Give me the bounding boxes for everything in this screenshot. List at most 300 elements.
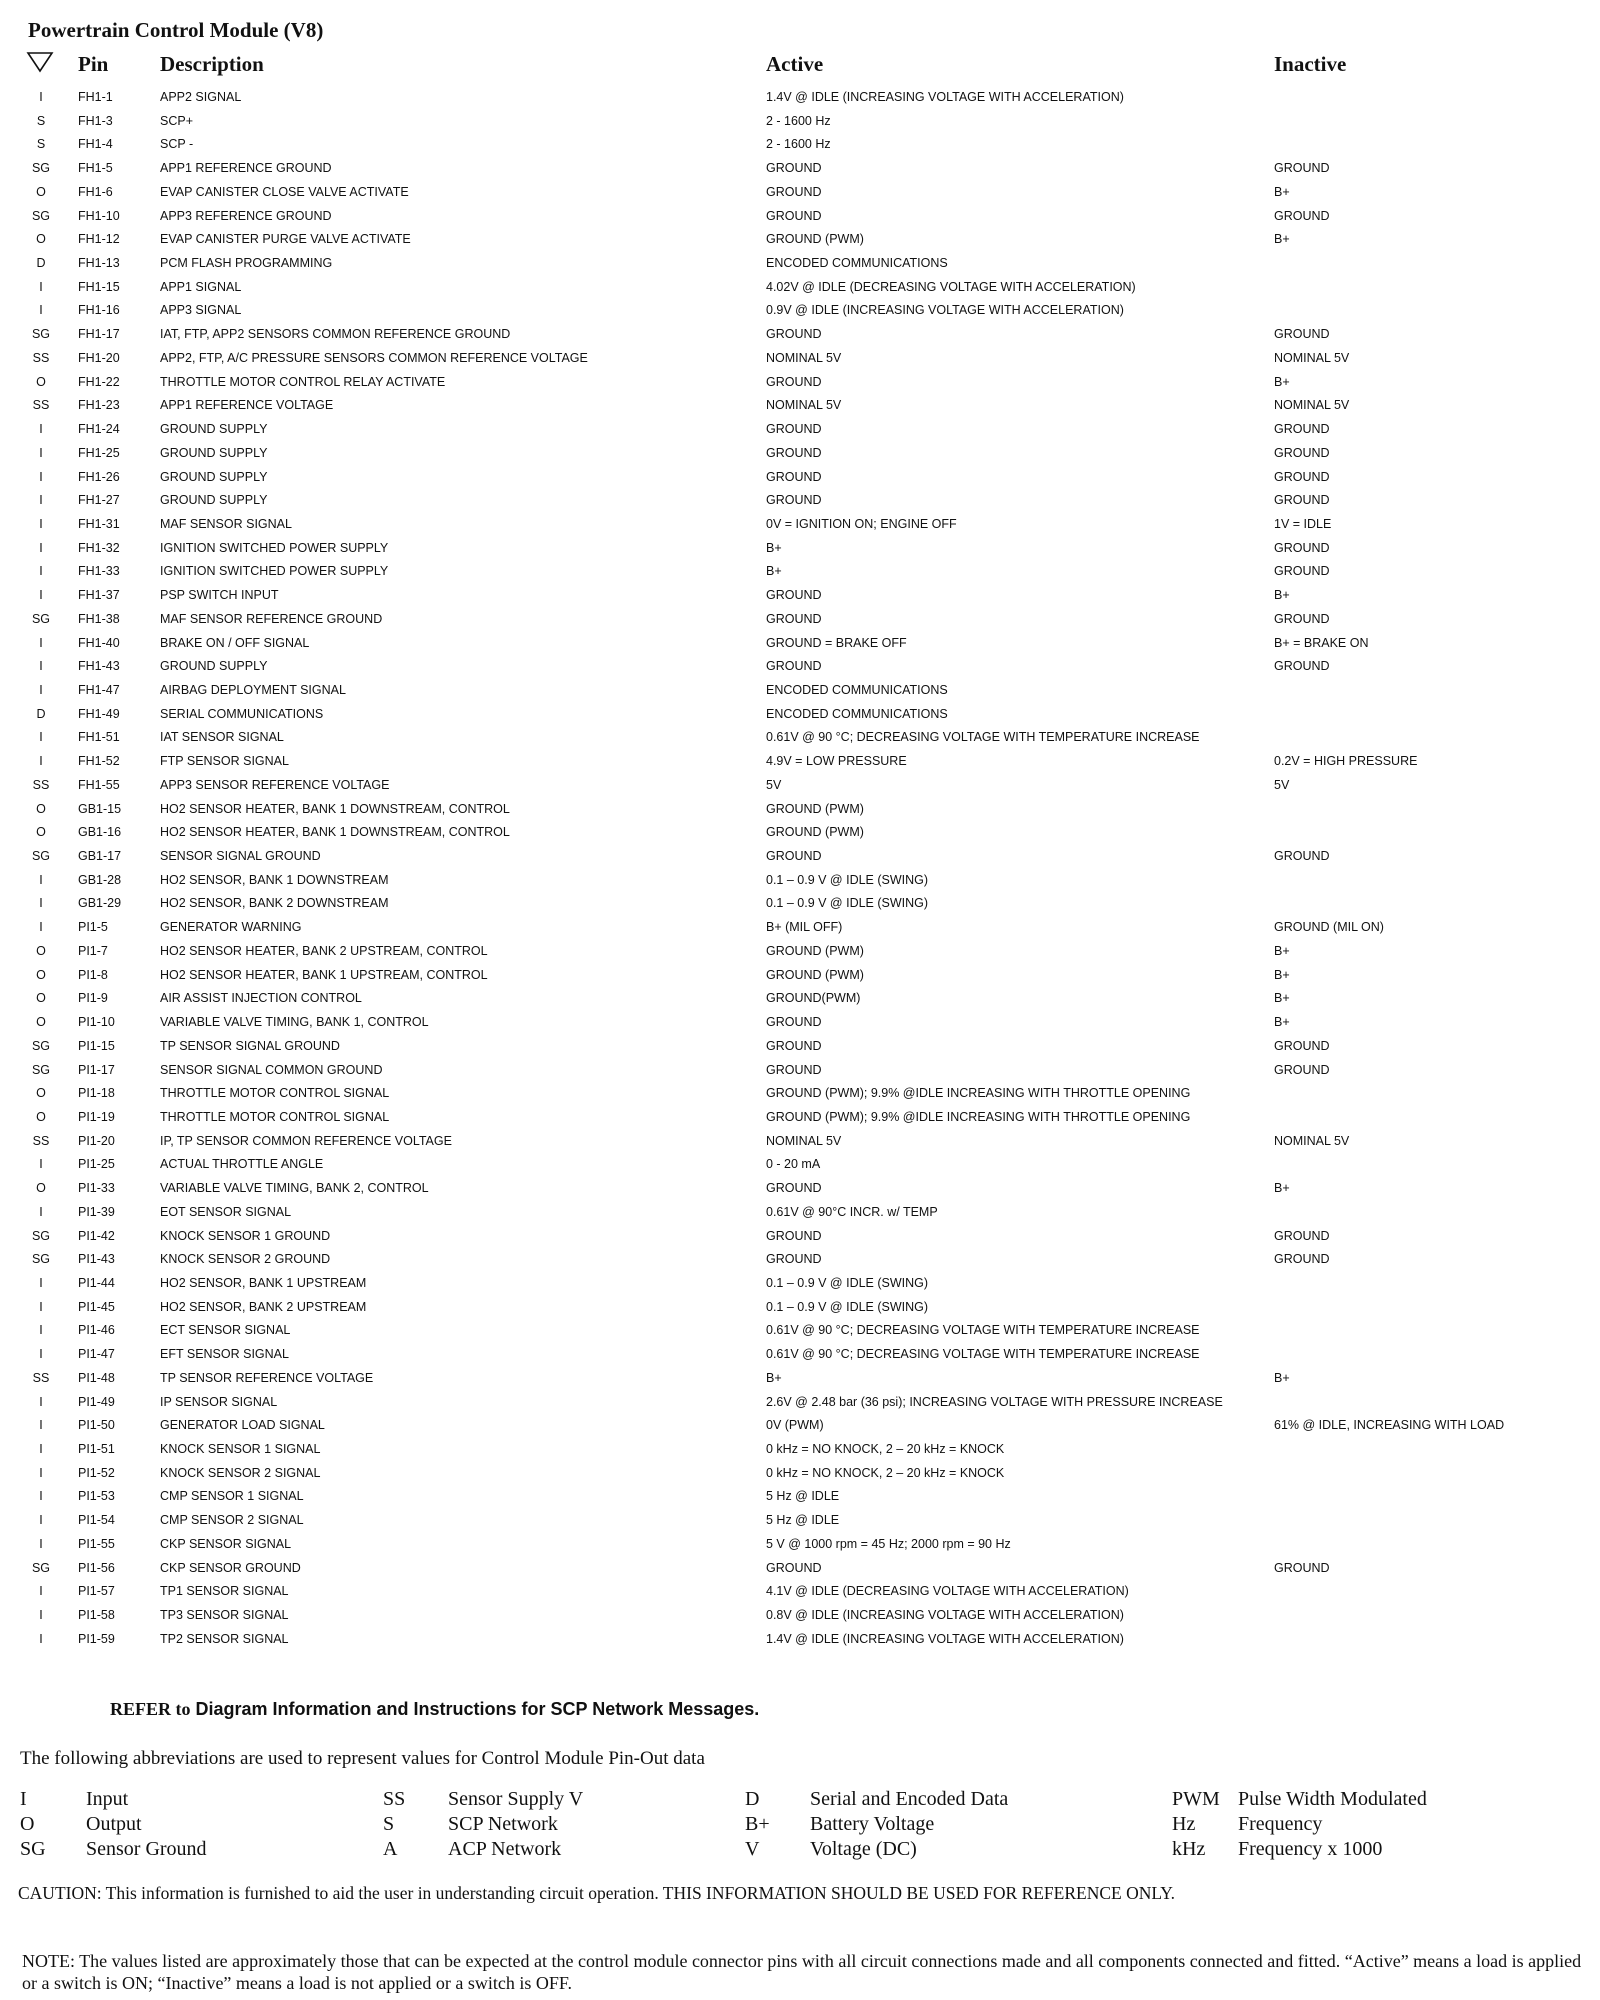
active-value: 0.8V @ IDLE (INCREASING VOLTAGE WITH ACCELERATION) — [766, 1608, 1124, 1623]
pin-type: I — [39, 1276, 43, 1290]
pin-type: SS — [32, 1370, 50, 1385]
active-value: 4.02V @ IDLE (DECREASING VOLTAGE WITH ACCELERATION) — [766, 279, 1136, 294]
pin-description: GROUND SUPPLY — [160, 422, 268, 437]
abbreviation-meaning: Frequency x 1000 — [1238, 1838, 1383, 1860]
pin-type: I — [39, 1418, 43, 1433]
active-value: ENCODED COMMUNICATIONS — [766, 256, 948, 271]
active-value: GROUND — [766, 184, 822, 199]
pin-description: TP3 SENSOR SIGNAL — [160, 1608, 289, 1623]
pin-type: SS — [32, 350, 50, 365]
table-row — [0, 1318, 1600, 1342]
pin-type: O — [36, 967, 46, 982]
active-value: GROUND — [766, 849, 822, 864]
pin-number: PI1-45 — [78, 1299, 115, 1314]
pin-description: TP1 SENSOR SIGNAL — [160, 1584, 289, 1599]
pin-description: GROUND SUPPLY — [160, 493, 268, 508]
inactive-value: 1V = IDLE — [1274, 516, 1332, 531]
active-value: GROUND (PWM); 9.9% @IDLE INCREASING WITH THROTTLE OPENING — [766, 1109, 1191, 1124]
table-row — [0, 370, 1600, 394]
pin-number: FH1-6 — [78, 184, 113, 199]
active-value: 5 Hz @ IDLE — [766, 1513, 840, 1528]
inactive-value: GROUND — [1274, 1062, 1330, 1077]
abbreviation-meaning: Battery Voltage — [810, 1813, 935, 1835]
active-value: NOMINAL 5V — [766, 1133, 842, 1148]
table-row — [0, 204, 1600, 228]
pin-description: GROUND SUPPLY — [160, 445, 268, 460]
description-header: Description — [160, 52, 264, 76]
pin-description: ACTUAL THROTTLE ANGLE — [160, 1157, 324, 1172]
pin-description: THROTTLE MOTOR CONTROL SIGNAL — [160, 1086, 390, 1101]
table-row — [0, 844, 1600, 868]
pin-description: GENERATOR LOAD SIGNAL — [160, 1418, 325, 1433]
inactive-value: 61% @ IDLE, INCREASING WITH LOAD — [1274, 1418, 1505, 1433]
abbreviation-code: D — [745, 1788, 760, 1810]
pin-description: IGNITION SWITCHED POWER SUPPLY — [160, 564, 389, 579]
table-row — [0, 631, 1600, 655]
pin-description: HO2 SENSOR, BANK 2 UPSTREAM — [160, 1299, 367, 1314]
pin-number: PI1-9 — [78, 991, 108, 1006]
inactive-value: GROUND — [1274, 564, 1330, 579]
pin-type: I — [39, 445, 43, 460]
active-value: 1.4V @ IDLE (INCREASING VOLTAGE WITH ACCELERATION) — [766, 1631, 1124, 1646]
table-row — [0, 749, 1600, 773]
active-value: 0.1 – 0.9 V @ IDLE (SWING) — [766, 1276, 929, 1290]
pin-description: HO2 SENSOR, BANK 1 UPSTREAM — [160, 1276, 367, 1290]
pin-type: I — [39, 896, 43, 911]
active-value: GROUND — [766, 588, 822, 603]
active-value: 0.61V @ 90 °C; DECREASING VOLTAGE WITH TEMPERATURE INCREASE — [766, 1323, 1200, 1338]
pin-type: I — [39, 1204, 43, 1219]
inactive-value: B+ — [1274, 232, 1290, 247]
pin-type: S — [36, 137, 46, 152]
pin-number: FH1-17 — [78, 327, 120, 342]
pin-number: PI1-8 — [78, 967, 108, 982]
pin-header: Pin — [78, 52, 109, 76]
active-value: GROUND (PWM); 9.9% @IDLE INCREASING WITH THROTTLE OPENING — [766, 1086, 1191, 1101]
pin-number: PI1-15 — [78, 1038, 115, 1053]
active-value: 0.61V @ 90°C INCR. w/ TEMP — [766, 1204, 938, 1219]
pin-description: IGNITION SWITCHED POWER SUPPLY — [160, 540, 389, 555]
pin-description: CMP SENSOR 2 SIGNAL — [160, 1513, 304, 1528]
table-row — [0, 939, 1600, 963]
abbreviation-code: B+ — [745, 1813, 770, 1835]
pin-number: FH1-20 — [78, 350, 120, 365]
table-row — [0, 1532, 1600, 1556]
active-value: NOMINAL 5V — [766, 398, 842, 413]
pin-type: I — [39, 1513, 43, 1528]
pin-number: PI1-42 — [78, 1228, 115, 1243]
abbreviation-code: I — [20, 1788, 27, 1810]
inactive-value: GROUND — [1274, 611, 1330, 626]
inactive-value: GROUND — [1274, 493, 1330, 508]
pin-number: FH1-25 — [78, 445, 120, 460]
active-value: GROUND — [766, 1038, 822, 1053]
abbreviation-code: S — [383, 1813, 395, 1835]
inactive-value: GROUND — [1274, 445, 1330, 460]
pin-number: FH1-47 — [78, 683, 120, 697]
pin-type: I — [39, 1465, 43, 1480]
inactive-value: GROUND — [1274, 1252, 1330, 1267]
inactive-value: GROUND — [1274, 327, 1330, 342]
pin-description: PCM FLASH PROGRAMMING — [160, 256, 333, 271]
pin-description: EFT SENSOR SIGNAL — [160, 1347, 289, 1362]
pin-type: O — [36, 991, 46, 1006]
pin-number: PI1-58 — [78, 1608, 115, 1623]
active-value: GROUND — [766, 445, 822, 460]
pin-description: HO2 SENSOR, BANK 1 DOWNSTREAM — [160, 872, 389, 887]
pin-number: PI1-20 — [78, 1133, 115, 1148]
table-row — [0, 1200, 1600, 1224]
table-row — [0, 820, 1600, 844]
inactive-value: 0.2V = HIGH PRESSURE — [1274, 754, 1418, 769]
active-value: GROUND (PWM) — [766, 967, 864, 982]
table-row — [0, 1556, 1600, 1580]
table-row — [0, 607, 1600, 631]
abbreviation-code: PWM — [1172, 1788, 1220, 1810]
active-value: 5V — [766, 777, 782, 792]
pin-description: EVAP CANISTER CLOSE VALVE ACTIVATE — [160, 184, 409, 199]
caution-text: CAUTION: This information is furnished to aid the user in understanding circuit operation. THIS INFORMATION SHOULD BE USED FOR REFERENCE ONLY. — [18, 1883, 1176, 1903]
pin-number: FH1-1 — [78, 90, 113, 104]
abbreviation-meaning: Sensor Supply V — [448, 1788, 584, 1810]
abbreviation-code: SS — [383, 1788, 406, 1810]
pin-description: HO2 SENSOR HEATER, BANK 2 UPSTREAM, CONTROL — [160, 943, 488, 958]
active-value: ENCODED COMMUNICATIONS — [766, 683, 948, 697]
pin-number: FH1-55 — [78, 777, 120, 792]
pin-description: VARIABLE VALVE TIMING, BANK 2, CONTROL — [160, 1181, 429, 1196]
inactive-value: B+ — [1274, 991, 1290, 1006]
pin-description: KNOCK SENSOR 1 SIGNAL — [160, 1442, 321, 1457]
pin-type: SG — [31, 611, 51, 626]
pin-description: IP SENSOR SIGNAL — [160, 1394, 278, 1409]
active-value: GROUND — [766, 493, 822, 508]
table-row — [0, 583, 1600, 607]
active-value: GROUND — [766, 1228, 822, 1243]
table-row — [0, 1603, 1600, 1627]
table-row — [0, 441, 1600, 465]
abbreviation-meaning: Pulse Width Modulated — [1238, 1788, 1427, 1810]
pin-description: THROTTLE MOTOR CONTROL RELAY ACTIVATE — [160, 374, 446, 389]
pin-description: GROUND SUPPLY — [160, 659, 268, 674]
pin-description: SENSOR SIGNAL COMMON GROUND — [160, 1062, 383, 1077]
pin-type: SS — [32, 398, 50, 413]
active-value: 0V = IGNITION ON; ENGINE OFF — [766, 516, 957, 531]
active-value: GROUND (PWM) — [766, 825, 864, 840]
refer-link: Diagram Information and Instructions for SCP Network Messages. — [195, 1699, 760, 1719]
pin-description: CMP SENSOR 1 SIGNAL — [160, 1489, 304, 1504]
pin-number: FH1-26 — [78, 469, 120, 484]
pin-number: GB1-29 — [78, 896, 122, 911]
pin-description: TP SENSOR SIGNAL GROUND — [160, 1038, 340, 1053]
pin-number: PI1-25 — [78, 1157, 115, 1172]
inactive-value: GROUND — [1274, 1228, 1330, 1243]
pin-type: I — [39, 1584, 43, 1599]
pin-description: APP3 SENSOR REFERENCE VOLTAGE — [160, 777, 390, 792]
table-row — [0, 488, 1600, 512]
inactive-value: NOMINAL 5V — [1274, 1133, 1350, 1148]
pin-description: AIRBAG DEPLOYMENT SIGNAL — [160, 683, 346, 697]
pin-type: I — [39, 1323, 43, 1338]
pin-type: SG — [31, 327, 51, 342]
table-row — [0, 1224, 1600, 1248]
pin-number: FH1-12 — [78, 232, 120, 247]
table-row — [0, 1129, 1600, 1153]
inactive-value: GROUND — [1274, 469, 1330, 484]
pin-number: PI1-7 — [78, 943, 108, 958]
active-value: GROUND — [766, 1062, 822, 1077]
pin-description: IAT, FTP, APP2 SENSORS COMMON REFERENCE GROUND — [160, 327, 511, 342]
pin-type: SG — [31, 208, 51, 223]
table-row — [0, 536, 1600, 560]
abbreviation-code: SG — [20, 1838, 46, 1860]
table-row — [0, 251, 1600, 275]
active-value: 4.1V @ IDLE (DECREASING VOLTAGE WITH ACCELERATION) — [766, 1584, 1129, 1599]
table-row — [0, 1247, 1600, 1271]
pin-number: PI1-19 — [78, 1109, 115, 1124]
pin-number: FH1-22 — [78, 374, 120, 389]
table-row — [0, 1390, 1600, 1414]
active-value: GROUND (PWM) — [766, 943, 864, 958]
pin-number: FH1-43 — [78, 659, 120, 674]
table-row — [0, 1508, 1600, 1532]
active-value: 0 kHz = NO KNOCK, 2 – 20 kHz = KNOCK — [766, 1442, 1005, 1457]
pin-type: SG — [31, 161, 51, 176]
inactive-value: B+ — [1274, 184, 1290, 199]
active-value: 0.61V @ 90 °C; DECREASING VOLTAGE WITH TEMPERATURE INCREASE — [766, 730, 1200, 745]
pin-description: SCP+ — [160, 113, 194, 128]
inactive-value: B+ — [1274, 1181, 1290, 1196]
table-row — [0, 1152, 1600, 1176]
pin-description: APP2 SIGNAL — [160, 90, 242, 104]
pin-number: FH1-24 — [78, 422, 120, 437]
table-row — [0, 1105, 1600, 1129]
table-row — [0, 275, 1600, 299]
pin-number: FH1-15 — [78, 279, 120, 294]
pin-number: PI1-17 — [78, 1062, 115, 1077]
pin-type: SG — [31, 1560, 51, 1575]
table-row — [0, 559, 1600, 583]
pin-type: O — [36, 184, 46, 199]
pin-type: I — [39, 516, 43, 531]
inactive-value: GROUND — [1274, 161, 1330, 176]
pin-description: SENSOR SIGNAL GROUND — [160, 849, 321, 864]
inactive-value: NOMINAL 5V — [1274, 398, 1350, 413]
pin-number: PI1-48 — [78, 1370, 115, 1385]
active-value: GROUND — [766, 374, 822, 389]
abbreviation-code: A — [383, 1838, 398, 1860]
abbreviation-code: O — [20, 1813, 35, 1835]
pin-number: FH1-40 — [78, 635, 120, 650]
pin-description: CKP SENSOR GROUND — [160, 1560, 301, 1575]
inactive-value: NOMINAL 5V — [1274, 350, 1350, 365]
active-value: GROUND(PWM) — [766, 991, 861, 1006]
table-row — [0, 868, 1600, 892]
pin-description: GENERATOR WARNING — [160, 920, 302, 935]
inactive-value: B+ — [1274, 967, 1290, 982]
active-value: 0.1 – 0.9 V @ IDLE (SWING) — [766, 1299, 929, 1314]
pin-number: FH1-13 — [78, 256, 120, 271]
pin-number: PI1-46 — [78, 1323, 115, 1338]
inactive-value: GROUND — [1274, 849, 1330, 864]
pin-type: SG — [31, 1062, 51, 1077]
abbreviation-code: kHz — [1172, 1838, 1206, 1860]
active-value: ENCODED COMMUNICATIONS — [766, 706, 948, 721]
pin-description: GROUND SUPPLY — [160, 469, 268, 484]
pin-description: KNOCK SENSOR 2 GROUND — [160, 1252, 331, 1267]
pin-type: O — [36, 1086, 46, 1101]
table-row — [0, 986, 1600, 1010]
pin-description: SERIAL COMMUNICATIONS — [160, 706, 324, 721]
table-row — [0, 180, 1600, 204]
table-row — [0, 1579, 1600, 1603]
pin-number: FH1-51 — [78, 730, 120, 745]
table-row — [0, 1058, 1600, 1082]
table-row — [0, 1034, 1600, 1058]
pin-type: SG — [31, 849, 51, 864]
pin-number: FH1-3 — [78, 113, 113, 128]
pin-number: PI1-39 — [78, 1204, 115, 1219]
abbreviation-code: Hz — [1172, 1813, 1196, 1835]
pin-description: THROTTLE MOTOR CONTROL SIGNAL — [160, 1109, 390, 1124]
pin-number: FH1-10 — [78, 208, 120, 223]
pin-description: EOT SENSOR SIGNAL — [160, 1204, 292, 1219]
active-value: GROUND — [766, 208, 822, 223]
table-row — [0, 156, 1600, 180]
table-row — [0, 678, 1600, 702]
table-row — [0, 1461, 1600, 1485]
pin-number: FH1-49 — [78, 706, 120, 721]
pin-type: O — [36, 1109, 46, 1124]
active-value: GROUND — [766, 1252, 822, 1267]
pin-type: I — [39, 564, 43, 579]
note-text: NOTE: The values listed are approximately those that can be expected at the control module connector pins with all circuit connections made and all components connected and fitted. “Active” means a load is applied or a switch is ON; “Inactive” means a load is not applied or a switch is OFF. — [22, 1951, 1582, 1993]
pin-description: HO2 SENSOR, BANK 2 DOWNSTREAM — [160, 896, 389, 911]
active-value: 0.1 – 0.9 V @ IDLE (SWING) — [766, 872, 929, 887]
pin-type: O — [36, 232, 46, 247]
table-row — [0, 1484, 1600, 1508]
pin-type: SS — [32, 777, 50, 792]
pin-description: HO2 SENSOR HEATER, BANK 1 DOWNSTREAM, CONTROL — [160, 825, 510, 840]
pin-type: I — [39, 920, 43, 935]
pin-type: I — [39, 635, 43, 650]
pin-description: BRAKE ON / OFF SIGNAL — [160, 635, 310, 650]
active-value: NOMINAL 5V — [766, 350, 842, 365]
pin-number: FH1-4 — [78, 137, 113, 152]
pin-description: EVAP CANISTER PURGE VALVE ACTIVATE — [160, 232, 411, 247]
active-header: Active — [766, 52, 824, 76]
table-row — [0, 725, 1600, 749]
active-value: 2.6V @ 2.48 bar (36 psi); INCREASING VOLTAGE WITH PRESSURE INCREASE — [766, 1394, 1223, 1409]
active-value: 0.9V @ IDLE (INCREASING VOLTAGE WITH ACCELERATION) — [766, 303, 1124, 318]
table-row — [0, 1627, 1600, 1651]
pin-description: APP3 SIGNAL — [160, 303, 242, 318]
inactive-value: B+ — [1274, 588, 1290, 603]
pin-type: D — [36, 256, 46, 271]
table-row — [0, 298, 1600, 322]
pin-number: FH1-38 — [78, 611, 120, 626]
active-value: 5 V @ 1000 rpm = 45 Hz; 2000 rpm = 90 Hz — [766, 1536, 1011, 1551]
pin-number: PI1-44 — [78, 1276, 115, 1290]
pin-number: PI1-55 — [78, 1536, 115, 1551]
pin-type: I — [39, 90, 43, 104]
pin-description: TP SENSOR REFERENCE VOLTAGE — [160, 1370, 374, 1385]
table-row — [0, 654, 1600, 678]
pin-description: PSP SWITCH INPUT — [160, 588, 279, 603]
pin-number: FH1-23 — [78, 398, 120, 413]
abbreviations-intro: The following abbreviations are used to represent values for Control Module Pin-Out data — [20, 1748, 705, 1769]
pin-type: O — [36, 374, 46, 389]
table-row — [0, 346, 1600, 370]
table-row — [0, 702, 1600, 726]
pin-type: I — [39, 1631, 43, 1646]
pin-type: I — [39, 1536, 43, 1551]
abbreviation-meaning: ACP Network — [448, 1838, 562, 1860]
pin-number: PI1-5 — [78, 920, 108, 935]
pin-number: PI1-47 — [78, 1347, 115, 1362]
active-value: GROUND = BRAKE OFF — [766, 635, 907, 650]
table-row — [0, 512, 1600, 536]
pin-type: I — [39, 493, 43, 508]
table-row — [0, 1010, 1600, 1034]
table-row — [0, 227, 1600, 251]
pin-type: I — [39, 303, 43, 318]
pin-number: FH1-37 — [78, 588, 120, 603]
pin-description: HO2 SENSOR HEATER, BANK 1 DOWNSTREAM, CONTROL — [160, 801, 510, 816]
pin-number: GB1-16 — [78, 825, 122, 840]
pin-description: TP2 SENSOR SIGNAL — [160, 1631, 289, 1646]
table-row — [0, 465, 1600, 489]
active-value: GROUND — [766, 422, 822, 437]
inactive-value: GROUND — [1274, 540, 1330, 555]
pin-number: FH1-16 — [78, 303, 120, 318]
pin-description: MAF SENSOR SIGNAL — [160, 516, 292, 531]
active-value: GROUND — [766, 659, 822, 674]
active-value: GROUND — [766, 327, 822, 342]
pin-number: FH1-27 — [78, 493, 120, 508]
pin-description: KNOCK SENSOR 2 SIGNAL — [160, 1465, 321, 1480]
pin-number: PI1-18 — [78, 1086, 115, 1101]
active-value: GROUND — [766, 1181, 822, 1196]
pin-number: PI1-57 — [78, 1584, 115, 1599]
pin-description: HO2 SENSOR HEATER, BANK 1 UPSTREAM, CONTROL — [160, 967, 488, 982]
pin-type: I — [39, 469, 43, 484]
inactive-value: B+ = BRAKE ON — [1274, 635, 1369, 650]
pin-number: FH1-31 — [78, 516, 120, 531]
abbreviation-meaning: Input — [86, 1788, 129, 1810]
pin-type: I — [39, 754, 43, 769]
active-value: 4.9V = LOW PRESSURE — [766, 754, 907, 769]
pin-type: O — [36, 801, 46, 816]
pin-number: PI1-56 — [78, 1560, 115, 1575]
active-value: GROUND (PWM) — [766, 801, 864, 816]
pin-type: I — [39, 872, 43, 887]
active-value: GROUND — [766, 1015, 822, 1030]
pin-description: SCP - — [160, 137, 194, 152]
active-value: 2 - 1600 Hz — [766, 113, 831, 128]
table-row — [0, 1081, 1600, 1105]
table-row — [0, 1342, 1600, 1366]
pin-type: I — [39, 659, 43, 674]
pin-number: GB1-17 — [78, 849, 122, 864]
table-row — [0, 1271, 1600, 1295]
table-row — [0, 1437, 1600, 1461]
abbreviation-meaning: SCP Network — [448, 1813, 558, 1835]
active-value: 0 - 20 mA — [766, 1157, 821, 1172]
active-value: 1.4V @ IDLE (INCREASING VOLTAGE WITH ACCELERATION) — [766, 90, 1124, 104]
pin-number: PI1-33 — [78, 1181, 115, 1196]
table-row — [0, 963, 1600, 987]
active-value: B+ — [766, 564, 782, 579]
